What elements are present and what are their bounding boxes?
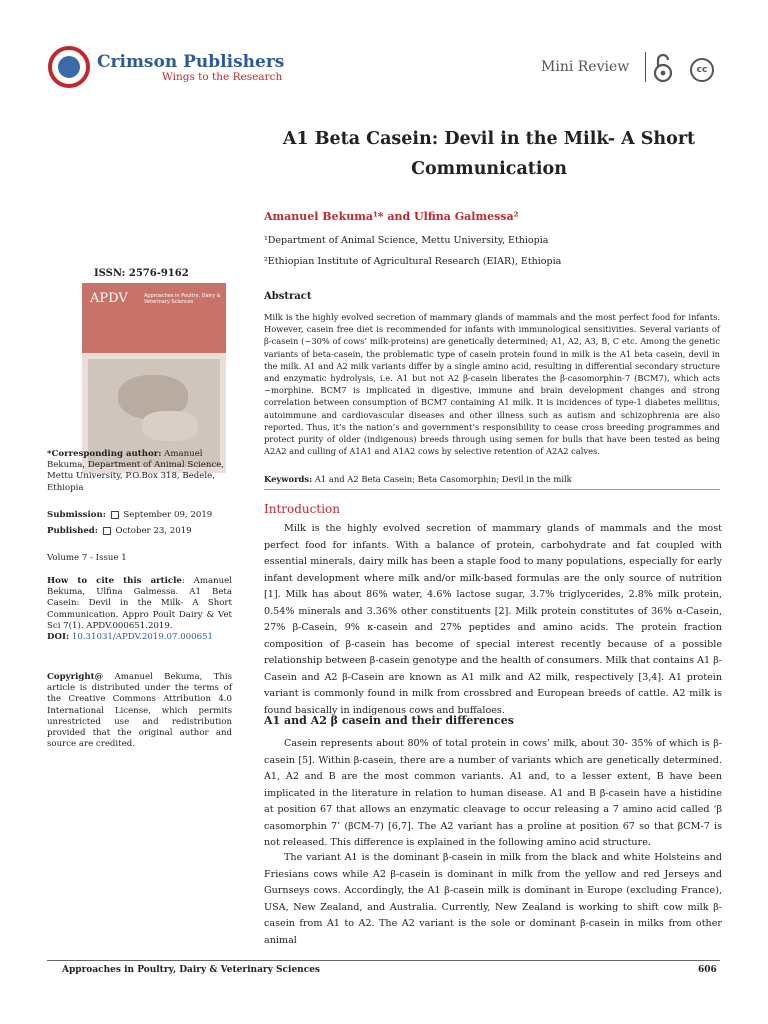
introduction-paragraph: Milk is the highly evolved secretion of mammary glands of mammals and the most perfect food for infants. With a balance of protein, carbohydrate and fat coupled with essential minerals, dairy milk has been a staple food to many populations, especially for early infant development where milk and/or milk-based formulas are the only source of nutrition [1]. Milk has about 86% water, 4.6% lactose sugar, 3.7% triglycerides, 2.8% milk protein, 0.54% minerals and 3.36% other constituents [2]. Milk protein constitutes of 36% α-Casein, 27% β-Casein, 9% κ-casein and 27% peptides and amino acids. The protein fraction composition of β-casein has become of special interest recently because of a possible relationship between β-casein genotype and the health of consumers. Milk that contains A1 β-Casein and A2 β-Casein are known as A1 milk and A2 milk, respectively [3,4]. A1 protein variant is commonly found in milk from crossbred and European breeds of cattle. A2 milk is found basically in indigenous cows and buffaloes. xyxy=(264,523,722,716)
globe-icon xyxy=(58,56,80,78)
doi-link[interactable]: 10.31031/APDV.2019.07.000651 xyxy=(71,632,214,642)
calendar-icon xyxy=(111,511,119,519)
submission-date xyxy=(47,510,232,521)
calendar-icon xyxy=(103,527,111,535)
section-paragraph-1: Casein represents about 80% of total protein in cows’ milk, about 30- 35% of which is β-casein [5]. Within β-casein, there are a number of variants which are genetically determined. A1, A2 and B are the most common variants. A1 and, to a lesser extent, B have been implicated in the literature in relation to human disease. A1 and B β-casein have a histidine at position 67 that allows an enzymatic cleavage to occur releasing a 7 amino acid called ‘β casomorphin 7’ (βCM-7) [6,7]. The A2 variant has a proline at position 67 so that βCM-7 is not released. This difference is explained in the following amino acid structure. xyxy=(264,738,722,848)
published-date xyxy=(47,526,232,537)
article-title: A1 Beta Casein: Devil in the Milk- A Short Communication xyxy=(282,129,696,179)
open-access-icon xyxy=(652,52,674,84)
abstract-divider xyxy=(264,489,720,490)
author-list: Amanuel Bekuma¹* and Ulfina Galmessa² xyxy=(264,210,519,223)
affiliation-2: ²Ethiopian Institute of Agricultural Research (EIAR), Ethiopia xyxy=(264,256,562,267)
corresponding-label: *Corresponding author: xyxy=(47,449,162,459)
header-divider xyxy=(645,52,646,82)
article-type: Mini Review xyxy=(541,59,630,75)
submission-label: Submission: xyxy=(47,510,106,520)
affiliation-1: ¹Department of Animal Science, Mettu University, Ethiopia xyxy=(264,235,549,246)
cover-subtitle: Approaches in Poultry, Dairy & Veterinary Sciences xyxy=(144,293,221,305)
footer-divider xyxy=(47,960,720,961)
publisher-tagline: Wings to the Research xyxy=(162,71,283,83)
published-label: Published: xyxy=(47,526,98,536)
citation-text: : Amanuel Bekuma, Ulfina Galmessa. A1 Beta Casein: Devil in the Milk- A Short Communication. Appro Poult Dairy & Vet Sci 7(1). APDV.000651.2019. xyxy=(47,576,233,631)
published-value: October 23, 2019 xyxy=(115,526,192,536)
footer-journal: Approaches in Poultry, Dairy & Veterinary Sciences xyxy=(62,965,320,975)
keywords-label: Keywords: xyxy=(264,474,313,484)
citation xyxy=(47,576,232,632)
keywords xyxy=(264,474,572,484)
citation-label: How to cite this article xyxy=(47,576,182,586)
copyright xyxy=(47,672,232,750)
introduction-heading: Introduction xyxy=(264,502,340,516)
cover-photo-shape xyxy=(142,411,198,441)
creative-commons-icon: cc xyxy=(690,58,714,82)
submission-value: September 09, 2019 xyxy=(123,510,213,520)
corresponding-text: Amanuel Bekuma, Department of Animal Science, Mettu University, P.O.Box 318, Bedele, Ethiopia xyxy=(47,449,225,493)
abstract-text: Milk is the highly evolved secretion of mammary glands of mammals and the most perfect food for infants. However, casein free diet is recommended for infants with immunological sensitivities. Several variants of β-casein (~30% of cows’ milk-proteins) are genetically determined; A1, A2, A3, B, C etc. Among the genetic variants of beta-casein, the problematic type of casein protein found in milk is the A1 beta casein, devil in the milk. A1 and A2 milk variants differ by a single amino acid, resulting in differential secondary structure and enzymatic hydrolysis, i.e. A1 but not A2 β-casein liberates the β-casomorphin-7 (BCM7), which acts ~morphine. BCM7 is implicated in digestive, immune and brain development changes and strong correlation between consumption of BCM7 containing A1 milk. It is incidences of type-1 diabetes mellitus, autoimmune and cardiovascular diseases and other illness such as autism and schizophrenia are also reported. Thus, it’s the nation’s and government’s responsibility to cease cross breeding programmes and protect purity of older (indigenous) breeds through using semen for bulls that have been tested as being A2A2 and culling of A1A1 and A1A2 cows by selective retention of A2A2 calves. xyxy=(264,312,720,457)
doi xyxy=(47,632,232,643)
issn: ISSN: 2576-9162 xyxy=(94,268,189,279)
journal-cover xyxy=(82,283,226,473)
section-heading: A1 and A2 β casein and their differences xyxy=(264,714,514,727)
publisher-name: Crimson Publishers xyxy=(97,52,285,72)
corresponding-author xyxy=(47,449,232,494)
cover-abbr: APDV xyxy=(90,291,128,306)
keywords-text: A1 and A2 Beta Casein; Beta Casomorphin; Devil in the milk xyxy=(314,474,572,484)
copyright-text: Amanuel Bekuma, This article is distributed under the terms of the Creative Commons Attribution 4.0 International License, which permits unrestricted use and redistribution provided that the original author and source are credited. xyxy=(47,672,233,750)
abstract-heading: Abstract xyxy=(264,291,312,302)
copyright-label: Copyright@ xyxy=(47,672,104,682)
volume-issue: Volume 7 - Issue 1 xyxy=(47,553,127,563)
doi-label: DOI: xyxy=(47,632,70,642)
page-number: 606 xyxy=(698,965,717,975)
section-paragraph-2: The variant A1 is the dominant β-casein in milk from the black and white Holsteins and Friesians cows while A2 β-casein is dominant in milk from the yellow and red Jerseys and Gurnseys cows. Accordingly, the A1 β-casein milk is dominant in Europe (excluding France), USA, New Zealand, and Australia. Currently, New Zealand is working to shift cow milk β-casein from A1 to A2. The A2 variant is the sole or dominant β-casein in milks from other animal xyxy=(264,852,722,946)
